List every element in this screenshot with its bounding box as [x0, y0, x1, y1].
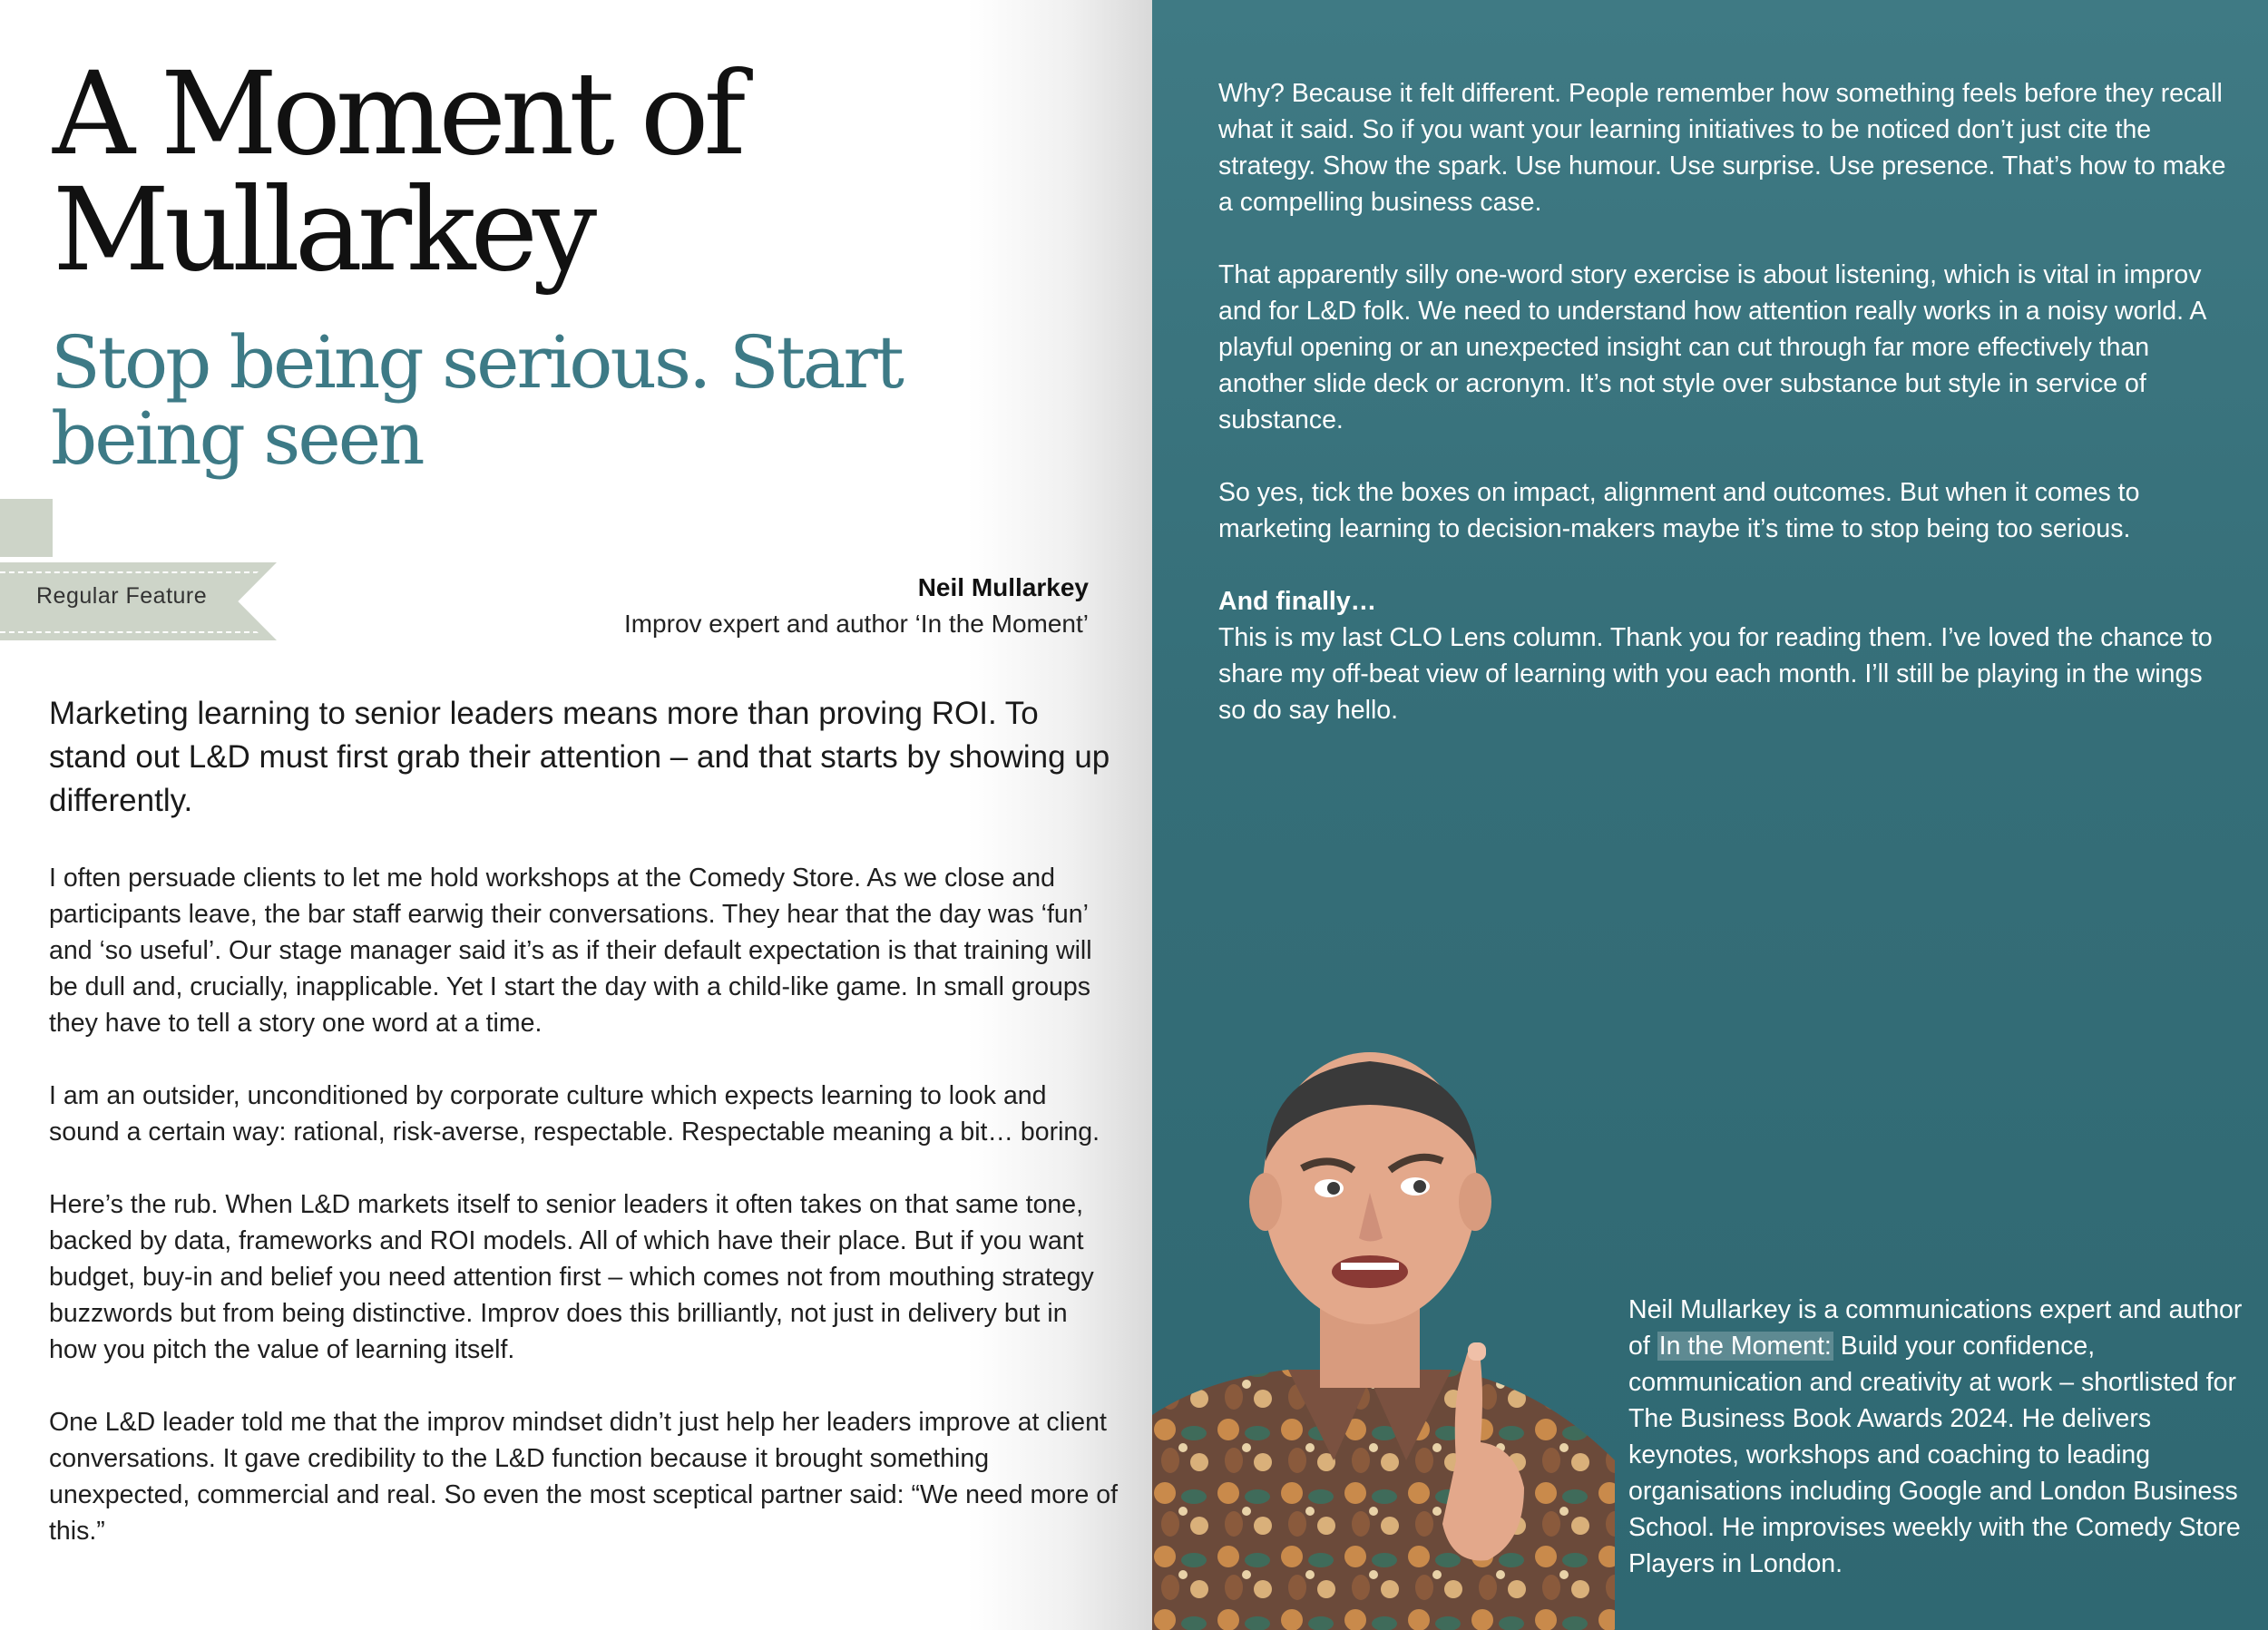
standfirst: Marketing learning to senior leaders means more than proving ROI. To stand out L&D must first grab their attention – and that starts by showing up differently.: [49, 696, 1110, 818]
body-paragraph: Why? Because it felt different. People remember how something feels before they recall what it said. So if you want your learning initiatives to be noticed don’t just cite the strategy. Show the spark. Use humour. Use surprise. Use presence. That’s how to make a compelling business case.: [1218, 79, 2226, 217]
author-role: Improv expert and author ‘In the Moment’: [623, 610, 1089, 638]
book-title-highlight: In the Moment:: [1658, 1332, 1832, 1361]
article-title: [53, 47, 1096, 297]
bio-start: Neil Mullarkey is a communications expert and author of: [1628, 1295, 2243, 1361]
right-body-text: [1218, 75, 2234, 728]
author-name: Neil Mullarkey: [917, 573, 1089, 601]
article-subtitle: Stop being serious. Start being seen: [51, 320, 902, 481]
title-line-1: A Moment of: [53, 47, 741, 181]
finally-paragraph: This is my last CLO Lens column. Thank you for reading them. I’ve loved the chance to share my off-beat view of learning with you each month. I’ll still be playing in the wings so do say hello.: [1218, 623, 2213, 725]
title-line-2: Mullarkey: [53, 163, 592, 297]
banner-label: Regular Feature: [36, 583, 208, 609]
left-body-text: [49, 860, 1119, 1586]
body-paragraph: Here’s the rub. When L&D markets itself to senior leaders it often takes on that same tone, backed by data, frameworks and ROI models. All of which have their place. But if you want budget, buy-in and belief you need attention first – which comes not from mouthing strategy buzzwords but from being distinctive. Improv does this brilliantly, not just in delivery but in how you pitch the value of learning itself.: [49, 1190, 1094, 1364]
author-byline: [454, 570, 1089, 642]
author-bio: [1628, 1292, 2245, 1582]
decorative-square: [0, 499, 53, 557]
body-paragraph: That apparently silly one-word story exercise is about listening, which is vital in improv and for L&D folk. We need to understand how attention really works in a noisy world. A playful opening or an unexpected insight can cut through far more effectively than another slide deck or acronym. It’s not style over substance but style in service of substance.: [1218, 260, 2205, 434]
right-page: [1152, 0, 2268, 1630]
body-paragraph: I am an outsider, unconditioned by corporate culture which expects learning to look and sound a certain way: rational, risk-averse, respectable. Respectable meaning a bit… boring.: [49, 1081, 1100, 1147]
finally-heading: And finally…: [1218, 587, 1377, 616]
author-photo: [1152, 1034, 1615, 1630]
body-paragraph: One L&D leader told me that the improv mindset didn’t just help her leaders improve at client conversations. It gave credibility to the L&D function because it brought something unexpected, commercial and real. So even the most sceptical partner said: “We need more of this.”: [49, 1408, 1119, 1546]
body-paragraph: So yes, tick the boxes on impact, alignment and outcomes. But when it comes to marketing learning to decision-makers maybe it’s time to stop being too serious.: [1218, 478, 2140, 543]
body-paragraph: I often persuade clients to let me hold workshops at the Comedy Store. As we close and participants leave, the bar staff earwig their conversations. They hear that the day was ‘fun’ and ‘so useful’. Our stage manager said it’s as if their default expectation is that training will be dull and, crucially, inapplicable. Yet I start the day with a child-like game. In small groups they have to tell a story one word at a time.: [49, 864, 1092, 1038]
bio-rest: Build your confidence, communication and creativity at work – shortlisted for The Business Book Awards 2024. He delivers keynotes, workshops and coaching to leading organisations including Google and London Business School. He improvises weekly with the Comedy Store Players in London.: [1628, 1332, 2241, 1578]
